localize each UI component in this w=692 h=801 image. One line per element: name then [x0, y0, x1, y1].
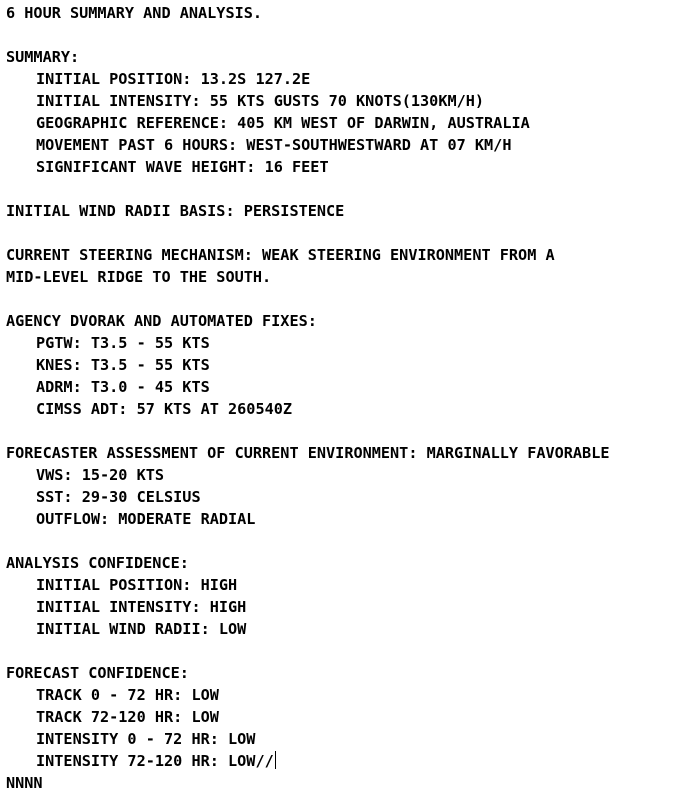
fix-pgtw: PGTW: T3.5 - 55 KTS [36, 334, 210, 352]
spacer [6, 24, 692, 46]
summary-initial-position: INITIAL POSITION: 13.2S 127.2E [36, 70, 311, 88]
fix-adrm: ADRM: T3.0 - 45 KTS [36, 378, 210, 396]
environment-sst: SST: 29-30 CELSIUS [36, 488, 201, 506]
summary-geographic-reference: GEOGRAPHIC REFERENCE: 405 KM WEST OF DARWIN, AUSTRALIA [36, 114, 530, 132]
forecast-confidence-heading: FORECAST CONFIDENCE: [6, 664, 189, 682]
wind-radii-basis: INITIAL WIND RADII BASIS: PERSISTENCE [6, 202, 345, 220]
bulletin-footer: NNNN [6, 774, 43, 792]
forecast-intensity-72-120-row[interactable] [6, 750, 692, 772]
environment-vws: VWS: 15-20 KTS [36, 466, 165, 484]
steering-line-2: MID-LEVEL RIDGE TO THE SOUTH. [6, 268, 272, 286]
summary-heading: SUMMARY: [6, 48, 80, 66]
environment-outflow: OUTFLOW: MODERATE RADIAL [36, 510, 256, 528]
spacer [6, 530, 692, 552]
analysis-confidence-heading: ANALYSIS CONFIDENCE: [6, 554, 189, 572]
bulletin-text [6, 2, 692, 794]
summary-initial-intensity: INITIAL INTENSITY: 55 KTS GUSTS 70 KNOTS(130KM/H) [36, 92, 485, 110]
forecast-track-0-72: TRACK 0 - 72 HR: LOW [36, 686, 219, 704]
analysis-confidence-wind-radii: INITIAL WIND RADII: LOW [36, 620, 247, 638]
text-cursor [275, 751, 276, 769]
fixes-heading: AGENCY DVORAK AND AUTOMATED FIXES: [6, 312, 317, 330]
bulletin-header: 6 HOUR SUMMARY AND ANALYSIS. [6, 4, 263, 22]
summary-wave-height: SIGNIFICANT WAVE HEIGHT: 16 FEET [36, 158, 329, 176]
steering-line-1: CURRENT STEERING MECHANISM: WEAK STEERING ENVIRONMENT FROM A [6, 246, 555, 264]
environment-heading: FORECASTER ASSESSMENT OF CURRENT ENVIRONMENT: MARGINALLY FAVORABLE [6, 444, 610, 462]
analysis-confidence-position: INITIAL POSITION: HIGH [36, 576, 238, 594]
forecast-intensity-72-120: INTENSITY 72-120 HR: LOW// [36, 752, 274, 770]
spacer [6, 222, 692, 244]
fix-cimss-adt: CIMSS ADT: 57 KTS AT 260540Z [36, 400, 293, 418]
spacer [6, 420, 692, 442]
summary-movement: MOVEMENT PAST 6 HOURS: WEST-SOUTHWESTWARD AT 07 KM/H [36, 136, 512, 154]
forecast-track-72-120: TRACK 72-120 HR: LOW [36, 708, 219, 726]
spacer [6, 288, 692, 310]
analysis-confidence-intensity: INITIAL INTENSITY: HIGH [36, 598, 247, 616]
forecast-intensity-0-72: INTENSITY 0 - 72 HR: LOW [36, 730, 256, 748]
fix-knes: KNES: T3.5 - 55 KTS [36, 356, 210, 374]
spacer [6, 178, 692, 200]
spacer [6, 640, 692, 662]
